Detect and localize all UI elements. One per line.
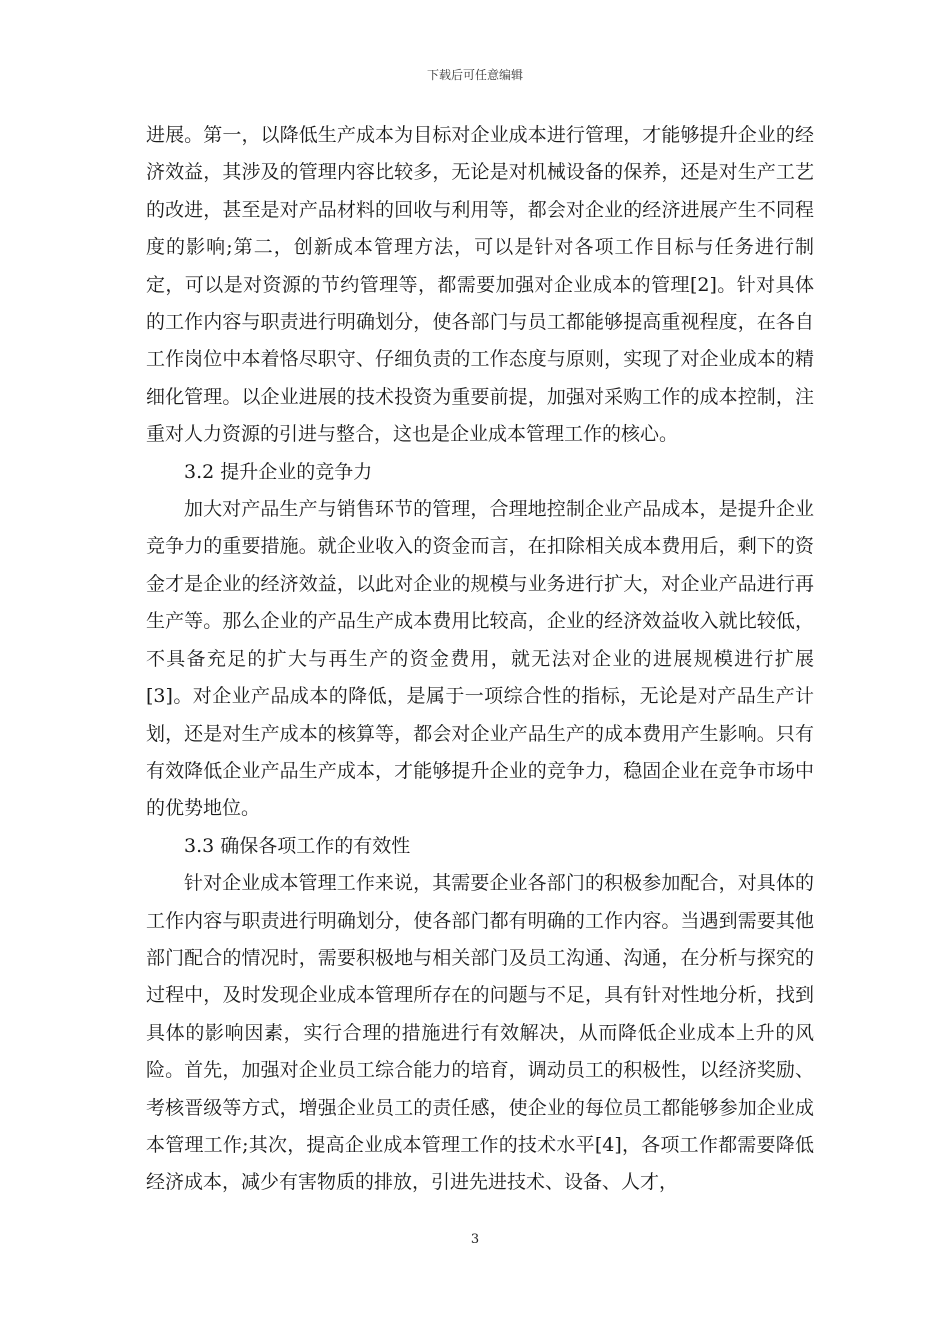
page-header: 下载后可任意编辑 (426, 68, 523, 82)
paragraph-competitiveness: 加大对产品生产与销售环节的管理，合理地控制企业产品成本，是提升企业竞争力的重要措施。就企业收入的资金而言，在扣除相关成本费用后，剩下的资金才是企业的经济效益，以此对企业的规模与业务进行扩大，对企业产品进行再生产等。那么企业的产品生产成本费用比较高，企业的经济效益收入就比较低，不具备充足的扩大与再生产的资金费用，就无法对企业的进展规模进行扩展[3]。对企业产品成本的降低，是属于一项综合性的指标，无论是对产品生产计划，还是对生产成本的核算等，都会对企业产品生产的成本费用产生影响。只有有效降低企业产品生产成本，才能够提升企业的竞争力，稳固企业在竞争市场中的优势地位。 (146, 498, 814, 820)
page-number: 3 (470, 1232, 480, 1247)
section-heading-3-2: 3.2 提升企业的竞争力 (184, 460, 373, 483)
document-body (146, 117, 814, 1202)
paragraph-continuation: 进展。第一，以降低生产成本为目标对企业成本进行管理，才能够提升企业的经济效益，其涉及的管理内容比较多，无论是对机械设备的保养，还是对生产工艺的改进，甚至是对产品材料的回收与利用等，都会对企业的经济进展产生不同程度的影响;第二，创新成本管理方法，可以是针对各项工作目标与任务进行制定，可以是对资源的节约管理等，都需要加强对企业成本的管理[2]。针对具体的工作内容与职责进行明确划分，使各部门与员工都能够提高重视程度，在各自工作岗位中本着恪尽职守、仔细负责的工作态度与原则，实现了对企业成本的精细化管理。以企业进展的技术投资为重要前提，加强对采购工作的成本控制，注重对人力资源的引进与整合，这也是企业成本管理工作的核心。 (146, 124, 814, 446)
paragraph-effectiveness: 针对企业成本管理工作来说，其需要企业各部门的积极参加配合，对具体的工作内容与职责进行明确划分，使各部门都有明确的工作内容。当遇到需要其他部门配合的情况时，需要积极地与相关部门及员工沟通、沟通，在分析与探究的过程中，及时发现企业成本管理所存在的问题与不足，具有针对性地分析，找到具体的影响因素，实行合理的措施进行有效解决，从而降低企业成本上升的风险。首先，加强对企业员工综合能力的培育，调动员工的积极性，以经济奖励、考核晋级等方式，增强企业员工的责任感，使企业的每位员工都能够参加企业成本管理工作;其次，提高企业成本管理工作的技术水平[4]，各项工作都需要降低经济成本，减少有害物质的排放，引进先进技术、设备、人才， (146, 872, 814, 1194)
section-heading-3-3: 3.3 确保各项工作的有效性 (184, 834, 411, 857)
